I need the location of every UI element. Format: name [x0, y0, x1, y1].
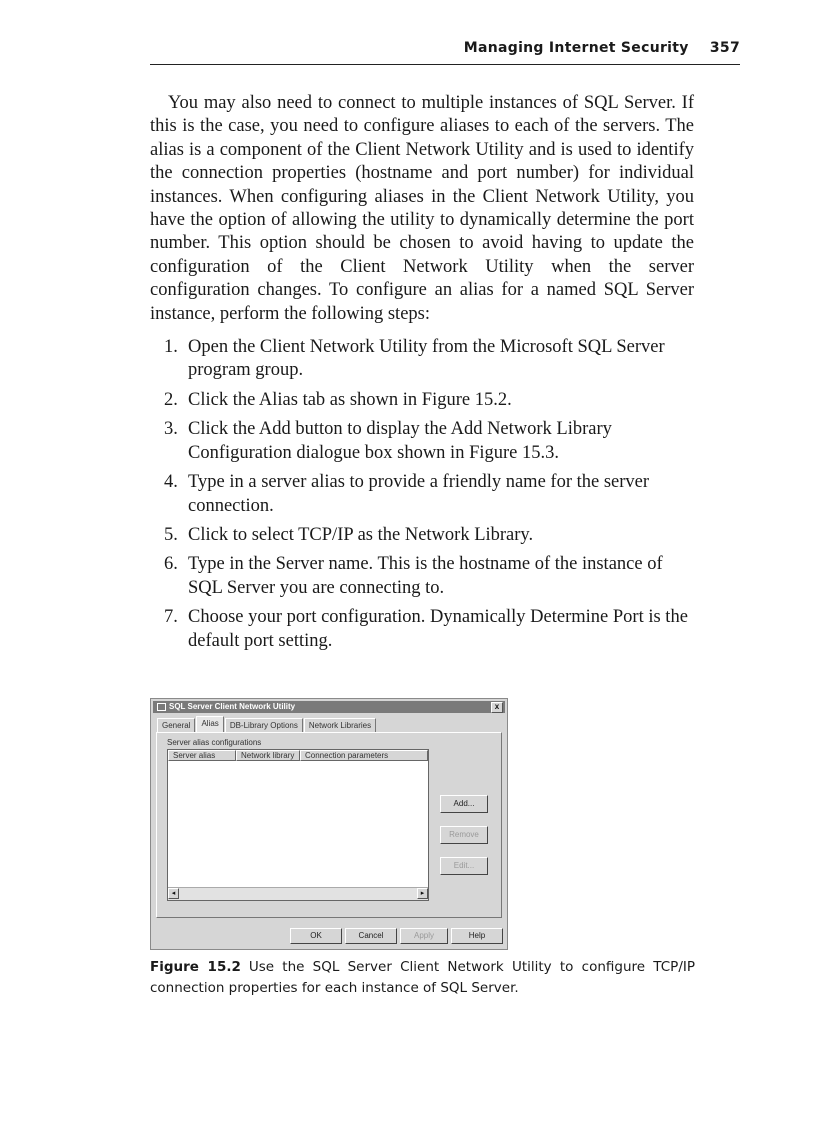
scroll-left-icon[interactable]: ◂	[168, 888, 179, 899]
server-alias-group-label: Server alias configurations	[167, 738, 262, 747]
add-button[interactable]: Add...	[440, 795, 488, 813]
column-server-alias[interactable]: Server alias	[168, 750, 236, 761]
apply-button[interactable]: Apply	[400, 928, 448, 944]
tab-general[interactable]: General	[157, 718, 195, 732]
scroll-right-icon[interactable]: ▸	[417, 888, 428, 899]
column-network-library[interactable]: Network library	[236, 750, 300, 761]
remove-button[interactable]: Remove	[440, 826, 488, 844]
page-number: 357	[709, 40, 740, 56]
body-text	[150, 92, 694, 659]
running-header	[150, 40, 740, 65]
step-number: 3.	[164, 419, 178, 440]
step-text: Open the Client Network Utility from the Microsoft SQL Server program group.	[188, 337, 665, 381]
edit-button[interactable]: Edit...	[440, 857, 488, 875]
step-number: 1.	[164, 337, 178, 358]
client-network-utility-dialog	[150, 698, 508, 950]
step-number: 2.	[164, 389, 178, 410]
ok-button[interactable]: OK	[290, 928, 342, 944]
close-button[interactable]: x	[491, 702, 503, 713]
figure-caption	[150, 957, 695, 999]
step-number: 4.	[164, 472, 178, 493]
steps-list	[150, 336, 694, 653]
step-text: Click the Alias tab as shown in Figure 15.2.	[188, 389, 512, 410]
step-item	[150, 336, 694, 383]
step-item	[150, 389, 694, 412]
step-item	[150, 553, 694, 600]
step-text: Choose your port configuration. Dynamically Determine Port is the default port setting.	[188, 607, 688, 651]
horizontal-scrollbar[interactable]	[168, 887, 428, 900]
step-text: Type in a server alias to provide a friendly name for the server connection.	[188, 472, 650, 516]
cancel-button[interactable]: Cancel	[345, 928, 397, 944]
step-text: Click to select TCP/IP as the Network Library.	[188, 524, 534, 545]
step-text: Click the Add button to display the Add Network Library Configuration dialogue box shown in Figure 15.3.	[188, 419, 612, 463]
step-number: 6.	[164, 554, 178, 575]
tab-db-library-options[interactable]: DB-Library Options	[225, 718, 303, 732]
header-title: Managing Internet Security	[463, 40, 689, 56]
tab-strip	[157, 718, 377, 732]
step-text: Type in the Server name. This is the hostname of the instance of SQL Server you are connecting to.	[188, 554, 663, 598]
tab-alias[interactable]: Alias	[196, 716, 223, 732]
help-button[interactable]: Help	[451, 928, 503, 944]
intro-paragraph: You may also need to connect to multiple instances of SQL Server. If this is the case, you need to configure aliases to each of the servers. The alias is a component of the Client Network Utility and is used to identify the connection properties (hostname and port number) for individual instances. When configuring aliases in the Client Network Utility, you have the option of allowing the utility to dynamically determine the port number. This option should be chosen to avoid having to update the configuration of the Client Network Utility when the server configuration changes. To configure an alias for a named SQL Server instance, perform the following steps:	[150, 93, 694, 324]
alias-tab-panel	[156, 732, 502, 918]
list-header	[168, 750, 428, 761]
column-connection-parameters[interactable]: Connection parameters	[300, 750, 428, 761]
step-item	[150, 471, 694, 518]
dialog-title: SQL Server Client Network Utility	[169, 702, 296, 711]
step-item	[150, 606, 694, 653]
figure-label: Figure 15.2	[150, 959, 241, 975]
step-number: 5.	[164, 524, 178, 545]
tab-network-libraries[interactable]: Network Libraries	[304, 718, 376, 732]
step-item	[150, 524, 694, 547]
step-item	[150, 418, 694, 465]
server-alias-list[interactable]	[167, 749, 429, 901]
caption-text: Use the SQL Server Client Network Utility to configure TCP/IP connection properties for each instance of SQL Server.	[150, 959, 695, 996]
app-icon	[157, 703, 166, 711]
dialog-titlebar[interactable]	[153, 701, 505, 713]
step-number: 7.	[164, 607, 178, 628]
